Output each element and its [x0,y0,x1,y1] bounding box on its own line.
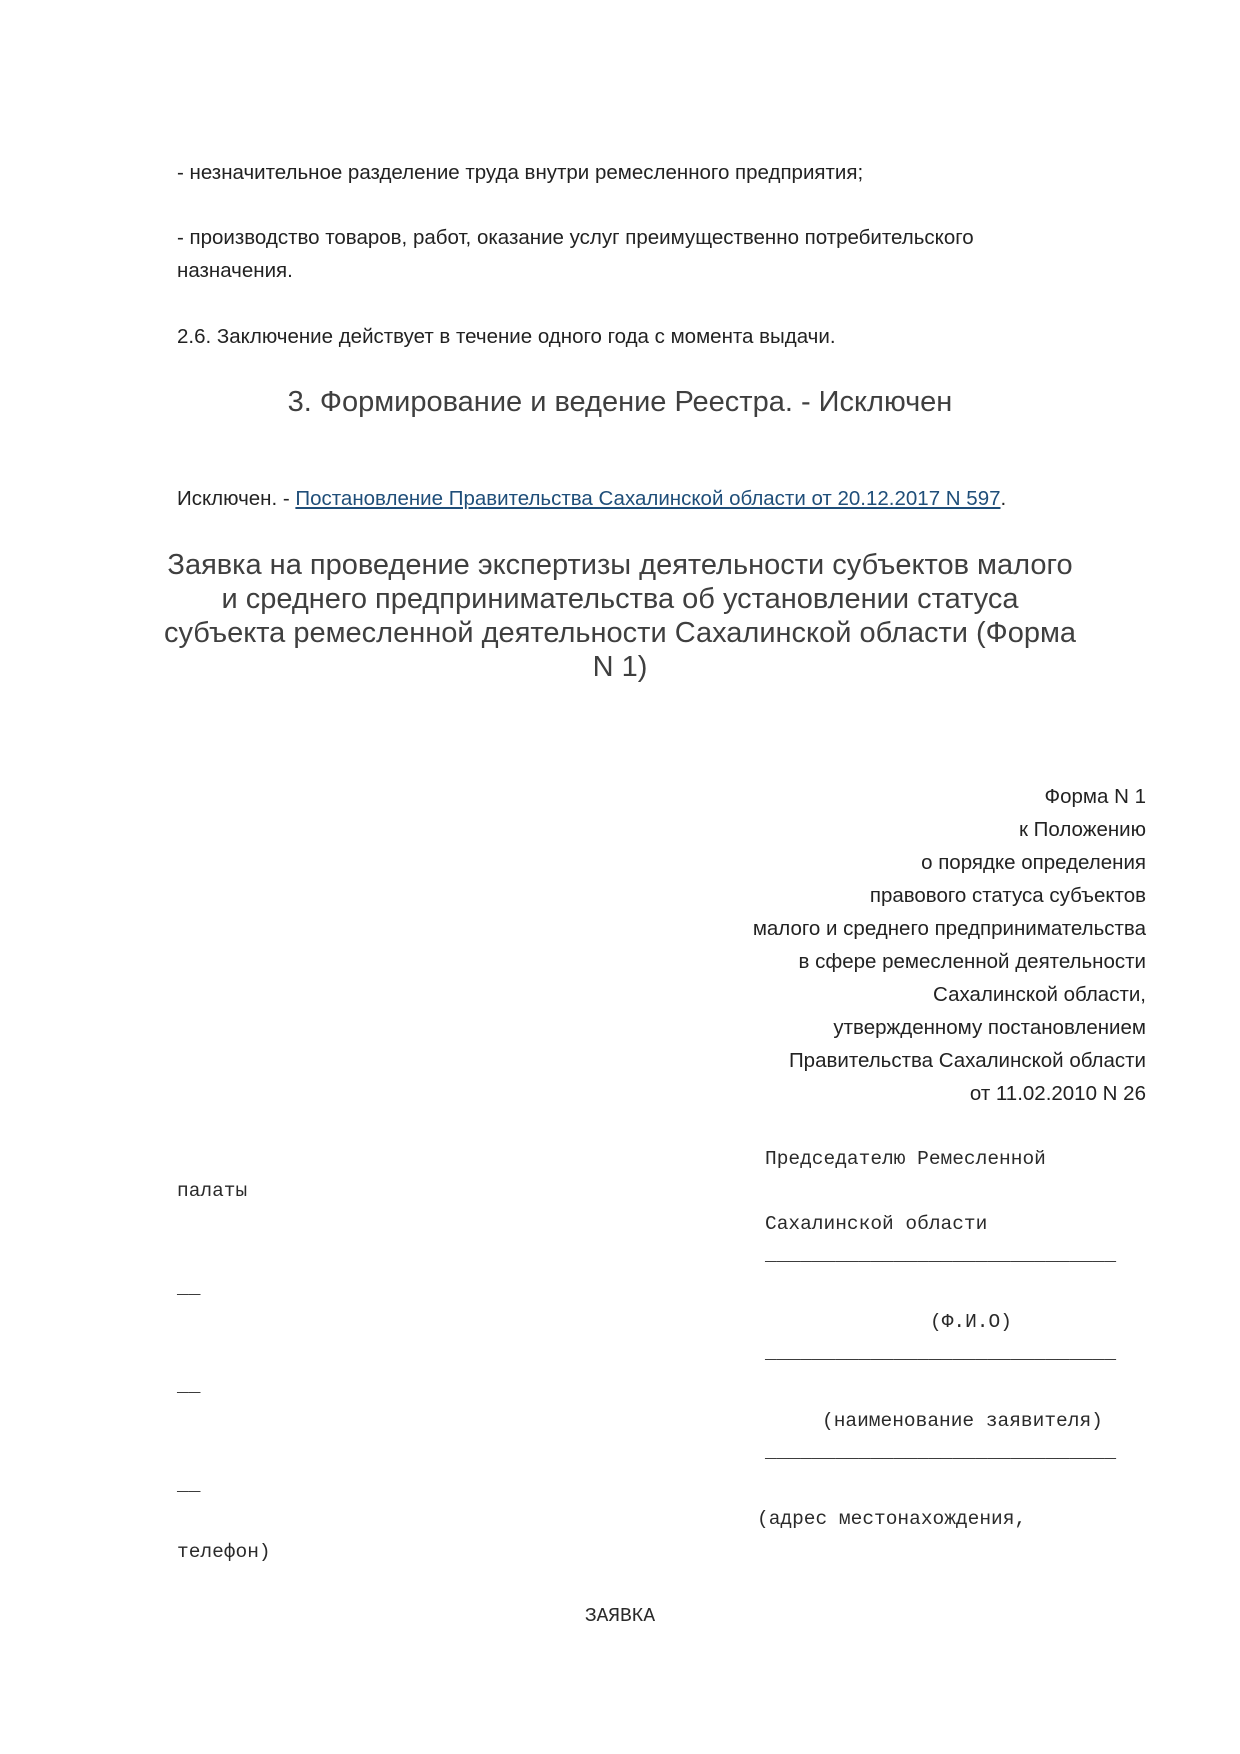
bullet-consumer-goods-line1: - производство товаров, работ, оказание услуг преимущественно потребительского [177,226,974,249]
fio-fill-line-tail: __ [177,1277,201,1299]
addressee-chair-line2: палаты [177,1180,248,1202]
applicant-fill-line-tail: __ [177,1375,201,1397]
annex-line: от 11.02.2010 N 26 [969,1082,1146,1105]
bullet-consumer-goods-line2: назначения. [177,259,293,282]
annex-line: в сфере ремесленной деятельности [798,950,1146,973]
annex-line: утвержденному постановлением [833,1016,1146,1039]
section-3-excluded-note [177,482,1006,515]
addressee-chair-line1: Председателю Ремесленной [765,1148,1046,1170]
fio-fill-line: ______________________________ [765,1244,1117,1266]
excluded-suffix: . [1000,487,1007,510]
annex-line: Сахалинской области, [933,983,1146,1006]
annex-line: Форма N 1 [1044,785,1146,808]
form-heading-line: субъекта ремесленной деятельности Сахалинской области (Форма [163,617,1077,649]
addressee-region: Сахалинской области [765,1213,988,1235]
address-caption-line2: телефон) [177,1541,271,1563]
annex-line: Правительства Сахалинской области [788,1049,1146,1072]
address-fill-line: ______________________________ [765,1441,1117,1463]
form-heading-line: N 1) [592,651,648,683]
decree-link[interactable]: Постановление Правительства Сахалинской области от 20.12.2017 N 597 [295,487,1001,510]
form-heading [150,548,1090,684]
annex-line: к Положению [1019,818,1146,841]
applicant-fill-line: ______________________________ [765,1342,1117,1364]
fio-caption: (Ф.И.О) [930,1311,1012,1333]
form-heading-line: и среднего предпринимательства об установлении статуса [221,583,1019,615]
clause-2-6: 2.6. Заключение действует в течение одного года с момента выдачи. [177,325,836,348]
application-title: ЗАЯВКА [584,1605,656,1627]
bullet-labor-division: - незначительное разделение труда внутри ремесленного предприятия; [177,161,864,184]
excluded-prefix: Исключен. - [177,487,296,510]
section-3-title: 3. Формирование и ведение Реестра. - Исключен [287,386,953,418]
form-heading-line: Заявка на проведение экспертизы деятельности субъектов малого [167,549,1073,581]
address-fill-line-tail: __ [177,1474,201,1496]
annex-line: малого и среднего предпринимательства [752,917,1146,940]
address-caption-line1: (адрес местонахождения, [757,1508,1027,1530]
annex-line: о порядке определения [921,851,1146,874]
annex-line: правового статуса субъектов [869,884,1146,907]
annex-reference [753,780,1146,1110]
applicant-caption: (наименование заявителя) [822,1410,1103,1432]
